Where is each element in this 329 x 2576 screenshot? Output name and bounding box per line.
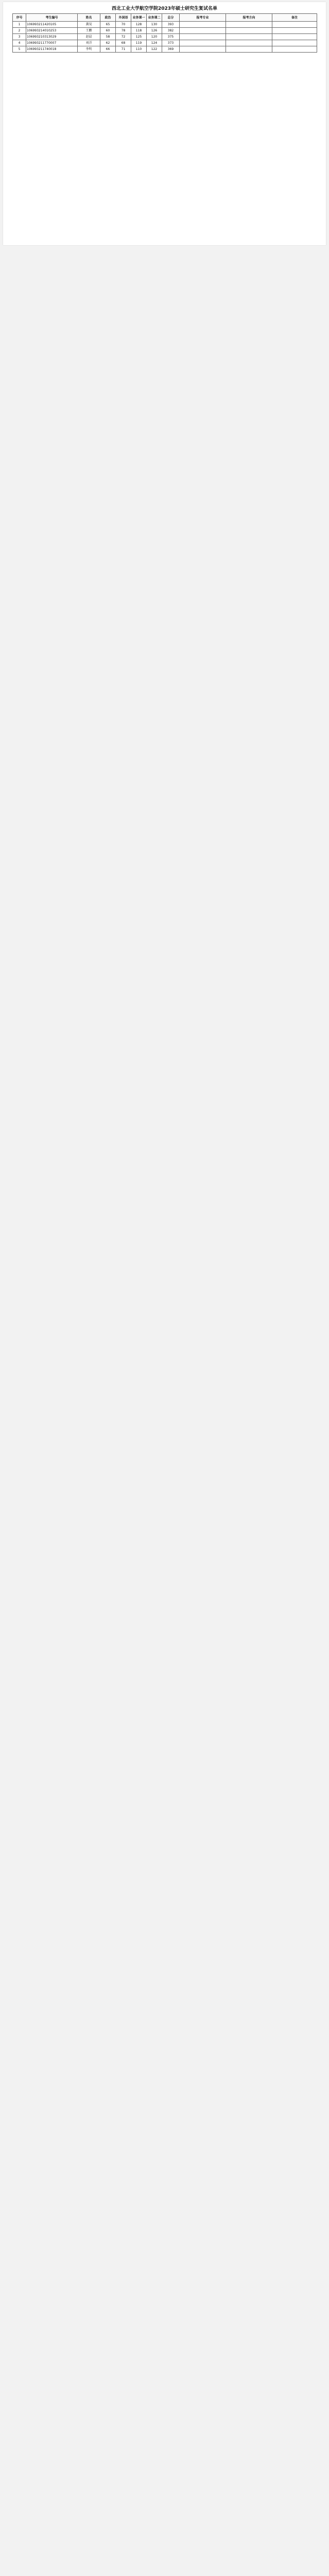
cell-candidate-id: 106993211740018 bbox=[26, 46, 78, 53]
cell-candidate-id: 106993211770007 bbox=[26, 40, 78, 46]
cell-direction bbox=[226, 46, 272, 53]
table-row bbox=[13, 46, 317, 53]
cell-subject-2: 130 bbox=[147, 22, 162, 28]
cell-index: 5 bbox=[13, 46, 26, 53]
table-row bbox=[13, 22, 317, 28]
cell-total: 373 bbox=[162, 40, 180, 46]
cell-direction bbox=[226, 40, 272, 46]
table-row bbox=[13, 40, 317, 46]
cell-index: 1 bbox=[13, 22, 26, 28]
cell-foreign-language: 71 bbox=[116, 46, 131, 53]
candidate-table bbox=[12, 13, 317, 53]
cell-candidate-id: 106993210313029 bbox=[26, 34, 78, 40]
cell-subject-1: 118 bbox=[131, 28, 147, 34]
cell-name: 刘洋 bbox=[78, 40, 100, 46]
cell-subject-1: 110 bbox=[131, 46, 147, 53]
header-index: 序号 bbox=[13, 14, 26, 22]
cell-politics: 66 bbox=[100, 46, 116, 53]
cell-index: 3 bbox=[13, 34, 26, 40]
cell-major bbox=[180, 46, 226, 53]
cell-remarks bbox=[272, 40, 317, 46]
cell-direction bbox=[226, 22, 272, 28]
cell-politics: 58 bbox=[100, 34, 116, 40]
cell-foreign-language: 70 bbox=[116, 22, 131, 28]
cell-major bbox=[180, 40, 226, 46]
cell-direction bbox=[226, 28, 272, 34]
table-row bbox=[13, 28, 317, 34]
cell-remarks bbox=[272, 34, 317, 40]
cell-remarks bbox=[272, 28, 317, 34]
table-body bbox=[13, 22, 317, 53]
cell-politics: 65 bbox=[100, 22, 116, 28]
header-total: 总分 bbox=[162, 14, 180, 22]
table-row bbox=[13, 34, 317, 40]
cell-index: 4 bbox=[13, 40, 26, 46]
document-title: 西北工业大学航空学院2023年硕士研究生复试名单 bbox=[111, 6, 218, 11]
cell-name: 赵晨 bbox=[78, 34, 100, 40]
cell-remarks bbox=[272, 46, 317, 53]
cell-major bbox=[180, 34, 226, 40]
cell-total: 369 bbox=[162, 46, 180, 53]
cell-subject-2: 122 bbox=[147, 46, 162, 53]
cell-name: 王鹏 bbox=[78, 28, 100, 34]
cell-subject-2: 124 bbox=[147, 40, 162, 46]
cell-candidate-id: 106993214010253 bbox=[26, 28, 78, 34]
header-name: 姓名 bbox=[78, 14, 100, 22]
cell-name: 龚昊 bbox=[78, 22, 100, 28]
cell-politics: 60 bbox=[100, 28, 116, 34]
cell-foreign-language: 68 bbox=[116, 40, 131, 46]
cell-index: 2 bbox=[13, 28, 26, 34]
document-page-1 bbox=[3, 2, 326, 245]
cell-subject-1: 119 bbox=[131, 40, 147, 46]
header-politics: 政治 bbox=[100, 14, 116, 22]
cell-total: 382 bbox=[162, 28, 180, 34]
cell-subject-1: 125 bbox=[131, 34, 147, 40]
cell-foreign-language: 72 bbox=[116, 34, 131, 40]
cell-subject-1: 128 bbox=[131, 22, 147, 28]
cell-major bbox=[180, 28, 226, 34]
cell-remarks bbox=[272, 22, 317, 28]
cell-politics: 62 bbox=[100, 40, 116, 46]
header-major: 报考专业 bbox=[180, 14, 226, 22]
header-foreign-language: 外国语 bbox=[116, 14, 131, 22]
cell-total: 393 bbox=[162, 22, 180, 28]
cell-direction bbox=[226, 34, 272, 40]
cell-subject-2: 120 bbox=[147, 34, 162, 40]
table-header-row bbox=[13, 14, 317, 22]
header-subject-2: 业务课二 bbox=[147, 14, 162, 22]
header-remarks: 备注 bbox=[272, 14, 317, 22]
cell-total: 375 bbox=[162, 34, 180, 40]
cell-major bbox=[180, 22, 226, 28]
cell-name: 李明 bbox=[78, 46, 100, 53]
cell-subject-2: 126 bbox=[147, 28, 162, 34]
cell-candidate-id: 106993211420105 bbox=[26, 22, 78, 28]
header-subject-1: 业务课一 bbox=[131, 14, 147, 22]
header-candidate-id: 考生编号 bbox=[26, 14, 78, 22]
header-direction: 报考方向 bbox=[226, 14, 272, 22]
cell-foreign-language: 78 bbox=[116, 28, 131, 34]
